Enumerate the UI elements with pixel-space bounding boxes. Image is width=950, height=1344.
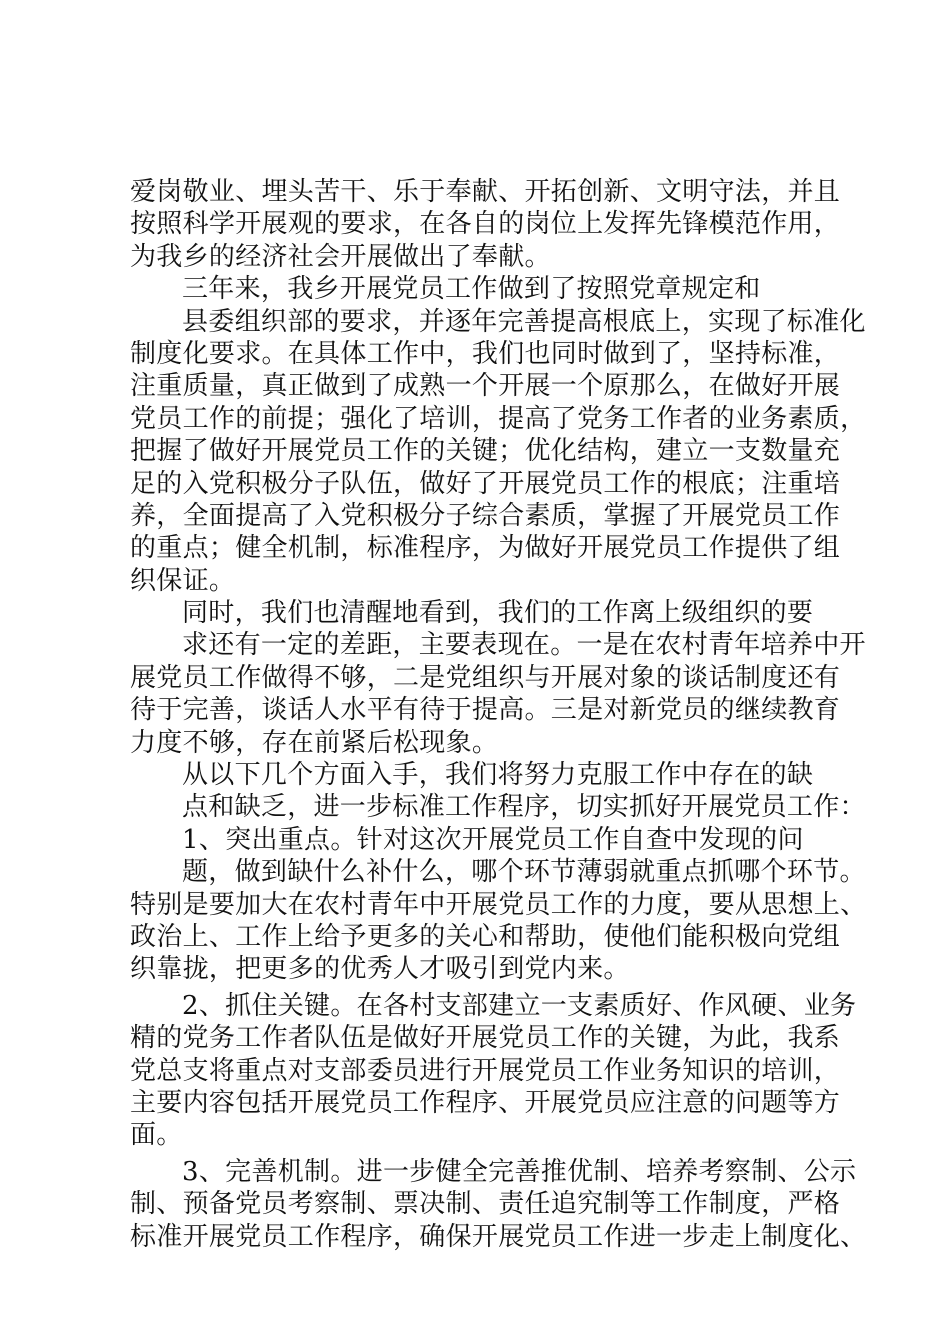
text-line: 把握了做好开展党员工作的关键；优化结构，建立一支数量充 <box>130 436 841 467</box>
text-line: 县委组织部的要求，并逐年完善提高根底上，实现了标准化 <box>182 306 866 337</box>
text-line: 主要内容包括开展党员工作程序、开展党员应注意的问题等方 <box>130 1087 841 1118</box>
paragraph-start-line: 从以下几个方面入手，我们将努力克服工作中存在的缺 <box>182 760 814 791</box>
text-line: 注重质量，真正做到了成熟一个开展一个原那么，在做好开展 <box>130 371 841 402</box>
text-line: 标准开展党员工作程序，确保开展党员工作进一步走上制度化、 <box>130 1221 867 1252</box>
document-page <box>130 176 867 1253</box>
text-line: 待于完善，谈话人水平有待于提高。三是对新党员的继续教育 <box>130 695 841 726</box>
text-line: 求还有一定的差距，主要表现在。一是在农村青年培养中开 <box>182 630 866 661</box>
text-line: 按照科学开展观的要求，在各自的岗位上发挥先锋模范作用， <box>130 209 841 240</box>
text-line: 党总支将重点对支部委员进行开展党员工作业务知识的培训， <box>130 1055 841 1086</box>
text-line: 展党员工作做得不够，二是党组织与开展对象的谈话制度还有 <box>130 662 841 693</box>
paragraph-start-line: 2、抓住关键。在各村支部建立一支素质好、作风硬、业务 <box>182 990 857 1021</box>
text-line: 织保证。 <box>130 565 236 596</box>
text-line: 面。 <box>130 1120 183 1151</box>
text-line: 点和缺乏，进一步标准工作程序，切实抓好开展党员工作： <box>182 792 866 823</box>
text-line: 爱岗敬业、埋头苦干、乐于奉献、开拓创新、文明守法，并且 <box>130 177 841 207</box>
text-line: 的重点；健全机制，标准程序，为做好开展党员工作提供了组 <box>130 533 841 564</box>
text-line: 织靠拢，把更多的优秀人才吸引到党内来。 <box>130 954 630 985</box>
text-line: 力度不够，存在前紧后松现象。 <box>130 727 499 758</box>
paragraph-start-line: 1、突出重点。针对这次开展党员工作自查中发现的问 <box>182 824 804 855</box>
text-line: 制度化要求。在具体工作中，我们也同时做到了，坚持标准， <box>130 338 841 369</box>
paragraph-start-line: 同时，我们也清醒地看到，我们的工作离上级组织的要 <box>182 598 814 629</box>
paragraph-start-line: 3、完善机制。进一步健全完善推优制、培养考察制、公示 <box>182 1156 857 1187</box>
text-line: 养，全面提高了入党积极分子综合素质，掌握了开展党员工作 <box>130 500 841 531</box>
text-line: 特别是要加大在农村青年中开展党员工作的力度，要从思想上、 <box>130 889 867 920</box>
text-line: 精的党务工作者队伍是做好开展党员工作的关键，为此，我系 <box>130 1023 841 1054</box>
text-line: 制、预备党员考察制、票决制、责任追究制等工作制度，严格 <box>130 1189 841 1220</box>
text-line: 政治上、工作上给予更多的关心和帮助，使他们能积极向党组 <box>130 921 841 952</box>
text-line: 足的入党积极分子队伍，做好了开展党员工作的根底；注重培 <box>130 468 841 499</box>
text-line: 为我乡的经济社会开展做出了奉献。 <box>130 241 551 272</box>
paragraph-start-line: 三年来，我乡开展党员工作做到了按照党章规定和 <box>182 274 761 305</box>
text-line: 党员工作的前提；强化了培训，提高了党务工作者的业务素质， <box>130 403 867 434</box>
text-line: 题，做到缺什么补什么，哪个环节薄弱就重点抓哪个环节。 <box>182 857 866 888</box>
